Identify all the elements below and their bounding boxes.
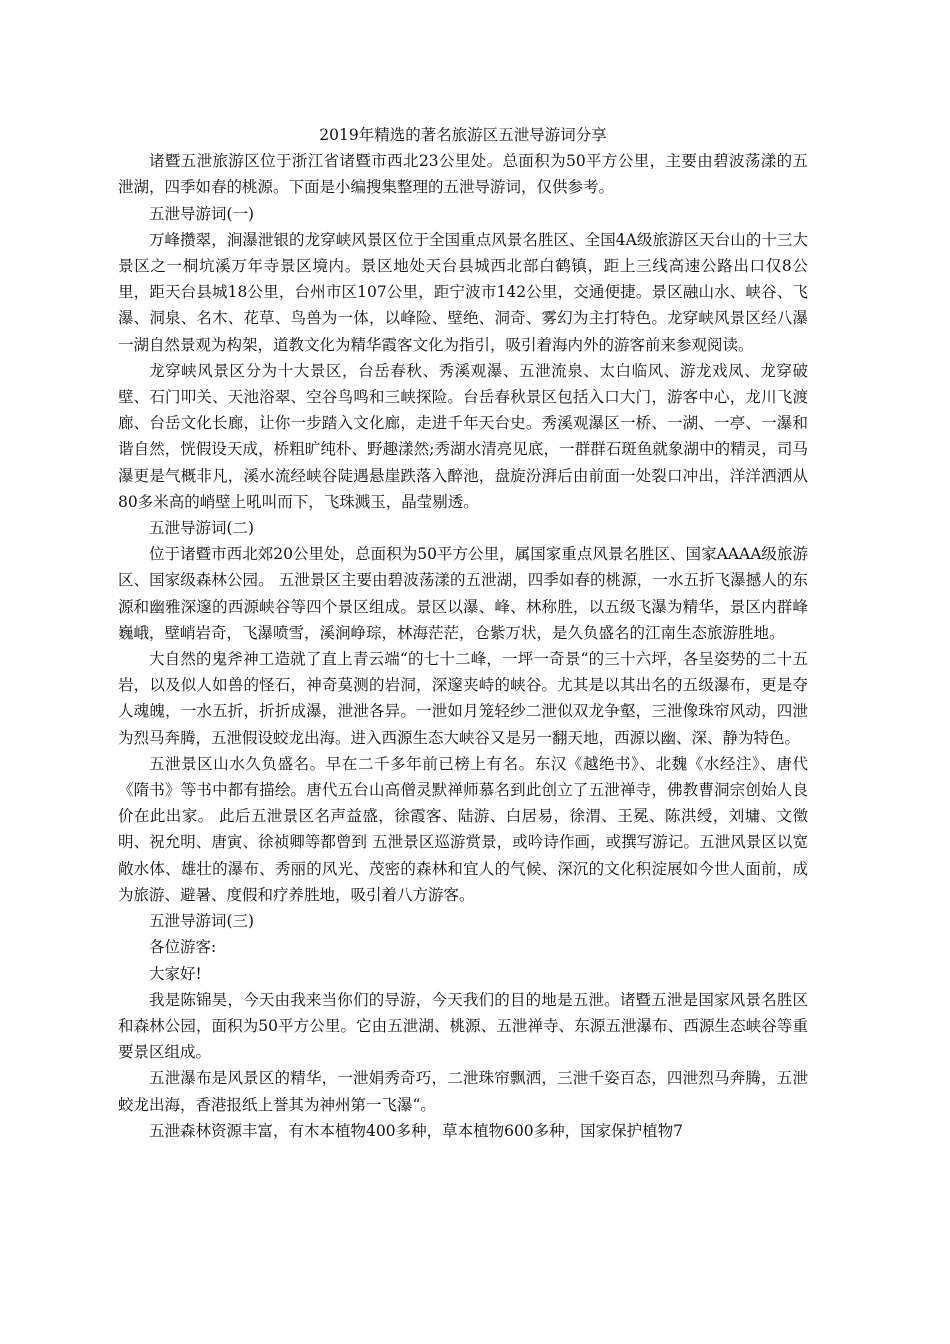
- section-2-paragraph-3: 五泄景区山水久负盛名。早在二千多年前已榜上有名。东汉《越绝书》、北魏《水经注》、唐代《隋书》等书中都有描绘。唐代五台山高僧灵默禅师慕名到此创立了五泄禅寺，佛教曹洞宗创始人良价在此出家。 此后五泄景区名声益盛，徐霞客、陆游、白居易，徐渭、王冕、陈洪绶，刘墉、文徵明、祝允明、唐寅、徐祯卿等都曾到 五泄景区巡游赏景，或吟诗作画，或撰写游记。五泄风景区以宽敞水体、雄壮的瀑布、秀丽的风光、茂密的森林和宜人的气候、深沉的文化积淀展如今世人面前，成为旅游、避暑、度假和疗养胜地，吸引着八方游客。: [118, 754, 808, 904]
- section-heading-2: 五泄导游词(二): [149, 519, 255, 538]
- document-page: [118, 122, 808, 1144]
- greeting-line-2: 大家好!: [149, 964, 202, 983]
- section-3-paragraph-2: 五泄瀑布是风景区的精华，一泄娟秀奇巧，二泄珠帘飘洒，三泄千姿百态，四泄烈马奔腾，五泄蛟龙出海，香港报纸上誉其为神州第一飞瀑“。: [118, 1069, 808, 1114]
- section-2-paragraph-1: 位于诸暨市西北郊20公里处，总面积为50平方公里，属国家重点风景名胜区、国家AAAA级旅游区、国家级森林公园。 五泄景区主要由碧波荡漾的五泄湖，四季如春的桃源，一水五折飞瀑撼人的东源和幽雅深邃的西源峡谷等四个景区组成。景区以瀑、峰、林称胜，以五级飞瀑为精华，景区内群峰巍峨，壁峭岩奇，飞瀑喷雪，溪涧峥琮，林海茫茫，仓紫万状，是久负盛名的江南生态旅游胜地。: [118, 545, 808, 642]
- greeting-line-1: 各位游客:: [149, 938, 217, 957]
- section-1-paragraph-2: 龙穿峡风景区分为十大景区，台岳春秋、秀溪观瀑、五泄流泉、太白临风、游龙戏凤、龙穿破壁、石门叩关、天池浴翠、空谷鸟鸣和三峡探险。台岳春秋景区包括入口大门，游客中心，龙川飞渡廊、台岳文化长廊，让你一步踏入文化廊，走进千年天台史。秀溪观瀑区一桥、一湖、一亭、一瀑和谐自然，恍假设天成，桥粗旷纯朴、野趣漾然;秀湖水清亮见底，一群群石斑鱼就象湖中的精灵，司马瀑更是气概非凡，溪水流经峡谷陡遇悬崖跌落入醉池，盘旋汾湃后由前面一处裂口冲出，洋洋洒洒从80多米高的峭壁上吼叫而下，飞珠溅玉，晶莹剔透。: [118, 361, 808, 511]
- section-heading-1: 五泄导游词(一): [149, 204, 255, 223]
- document-title: 2019年精选的著名旅游区五泄导游词分享: [319, 126, 607, 144]
- section-1-paragraph-1: 万峰攒翠，涧瀑泄银的龙穿峡风景区位于全国重点风景名胜区、全国4A级旅游区天台山的十三大景区之一桐坑溪万年寺景区境内。景区地处天台县城西北部白鹤镇，距上三线高速公路出口仅8公里，距天台县城18公里，台州市区107公里，距宁波市142公里，交通便捷。景区融山水、峡谷、飞瀑、洞泉、名木、花草、鸟兽为一体，以峰险、壁绝、洞奇、雾幻为主打特色。龙穿峡风景区经八瀑一湖自然景观为构架，道教文化为精华霞客文化为指引，吸引着海内外的游客前来参观阅读。: [118, 230, 808, 354]
- section-2-paragraph-2: 大自然的鬼斧神工造就了直上青云端“的七十二峰，一坪一奇景“的三十六坪，各呈姿势的二十五岩，以及似人如兽的怪石，神奇莫测的岩洞，深邃夹峙的峡谷。尤其是以其出名的五级瀑布，更是夺人魂魄，一水五折，折折成瀑，泄泄各异。一泄如月笼轻纱二泄似双龙争壑，三泄像珠帘风动，四泄为烈马奔腾，五泄假设蛟龙出海。进入西源生态大峡谷又是另一翻天地，西源以幽、深、静为特色。: [118, 650, 808, 747]
- section-3-paragraph-3: 五泄森林资源丰富，有木本植物400多种，草本植物600多种，国家保护植物7: [149, 1121, 684, 1140]
- section-3-paragraph-1: 我是陈锦昊，今天由我来当你们的导游，今天我们的目的地是五泄。诸暨五泄是国家风景名胜区和森林公园，面积为50平方公里。它由五泄湖、桃源、五泄禅寺、东源五泄瀑布、西源生态峡谷等重要景区组成。: [118, 990, 808, 1062]
- section-heading-3: 五泄导游词(三): [149, 912, 255, 931]
- intro-paragraph: 诸暨五泄旅游区位于浙江省诸暨市西北23公里处。总面积为50平方公里，主要由碧波荡漾的五泄湖，四季如春的桃源。下面是小编搜集整理的五泄导游词，仅供参考。: [118, 152, 808, 197]
